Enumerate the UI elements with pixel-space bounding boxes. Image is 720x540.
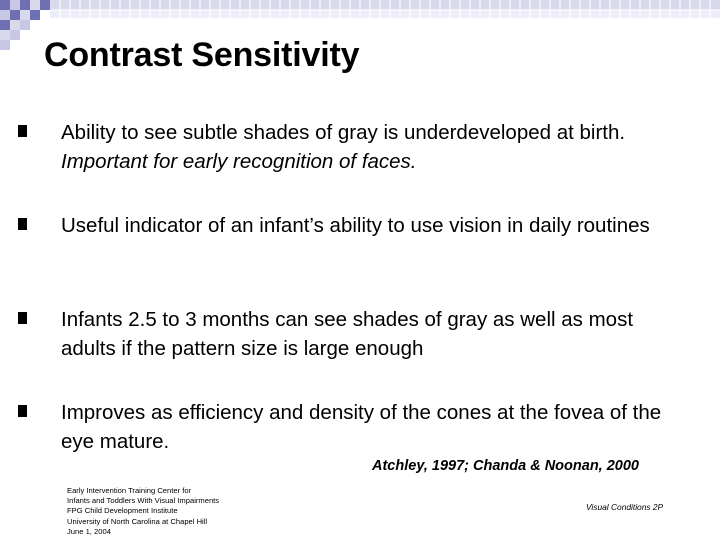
footer-slide-label: Visual Conditions 2P xyxy=(586,502,664,512)
square-bullet-icon xyxy=(18,125,27,137)
header-grid-band xyxy=(50,0,720,18)
bullet-text: Useful indicator of an infant’s ability to use vision in daily routines xyxy=(61,214,650,237)
slide-title: Contrast Sensitivity xyxy=(44,36,360,74)
footer-line: Early Intervention Training Center for xyxy=(67,486,192,495)
citation: Atchley, 1997; Chanda & Noonan, 2000 xyxy=(372,458,639,474)
footer-institution xyxy=(67,486,267,537)
bullet-text: Improves as efficiency and density of the cones at the fovea of the eye mature. xyxy=(61,401,662,453)
footer-date: June 1, 2004 xyxy=(67,526,111,536)
square-bullet-icon xyxy=(18,218,27,230)
bullet-text xyxy=(61,118,681,176)
header-checker-pattern xyxy=(0,0,50,50)
bullet-text-plain: Ability to see subtle shades of gray is underdeveloped at birth. xyxy=(61,121,626,144)
square-bullet-icon xyxy=(18,405,27,417)
footer-line: FPG Child Development Institute xyxy=(67,506,178,516)
square-bullet-icon xyxy=(18,312,27,324)
footer-line: Infants and Toddlers With Visual Impairments xyxy=(67,496,220,506)
bullet-text-emphasis: Important for early recognition of faces. xyxy=(61,150,417,173)
bullet-text: Infants 2.5 to 3 months can see shades of gray as well as most adults if the pattern size is large enough xyxy=(61,308,634,360)
footer-line: University of North Carolina at Chapel Hill xyxy=(67,516,208,526)
